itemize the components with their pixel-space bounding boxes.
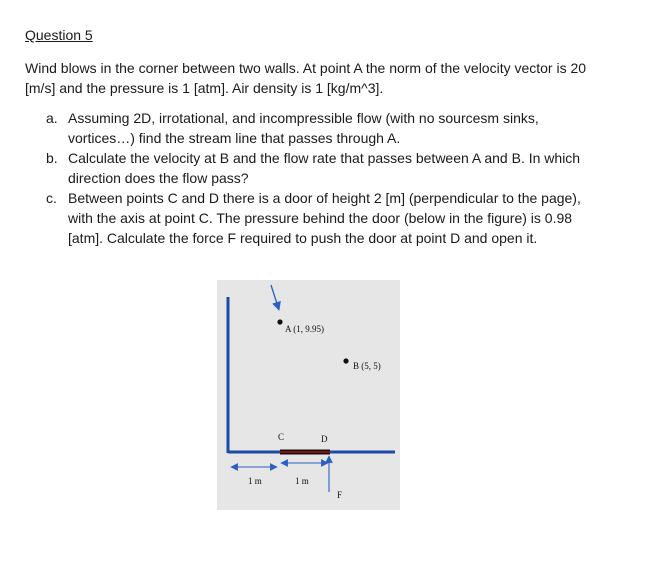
figure-canvas [217, 280, 400, 510]
part-c [46, 188, 606, 248]
dim-right-label: 1 m [295, 476, 309, 486]
point-c-label: C [278, 432, 285, 442]
point-d-label: D [321, 434, 328, 444]
part-marker: b. [46, 150, 58, 166]
question-title: Question 5 [25, 27, 93, 43]
question-intro: Wind blows in the corner between two walls. At point A the norm of the velocity vector is 20 [m/s] and the pressure is 1 [atm]. Air density is 1 [kg/m^3]. [25, 60, 587, 96]
part-marker: a. [46, 110, 58, 126]
part-text: Calculate the velocity at B and the flow rate that passes between A and B. In which direction does the flow pass? [68, 150, 581, 186]
point-b-dot [343, 358, 348, 363]
part-b [46, 148, 606, 188]
part-a [46, 108, 606, 148]
point-a-dot [277, 319, 282, 324]
part-marker: c. [46, 190, 57, 206]
part-text: Assuming 2D, irrotational, and incompressible flow (with no sourcesm sinks, vortices…) find the stream line that passes through A. [68, 110, 539, 146]
force-label: F [337, 490, 343, 500]
part-text: Between points C and D there is a door of height 2 [m] (perpendicular to the page), with the axis at point C. The pressure behind the door (below in the figure) is 0.98 [atm]. Calculate the force F required to push the door at point D and open it. [68, 190, 581, 246]
corner-flow-figure [217, 280, 400, 510]
question-parts [46, 108, 606, 248]
dim-left-label: 1 m [248, 476, 262, 486]
point-b-label: B (5, 5) [353, 361, 381, 371]
point-a-label: A (1, 9.95) [285, 324, 324, 334]
